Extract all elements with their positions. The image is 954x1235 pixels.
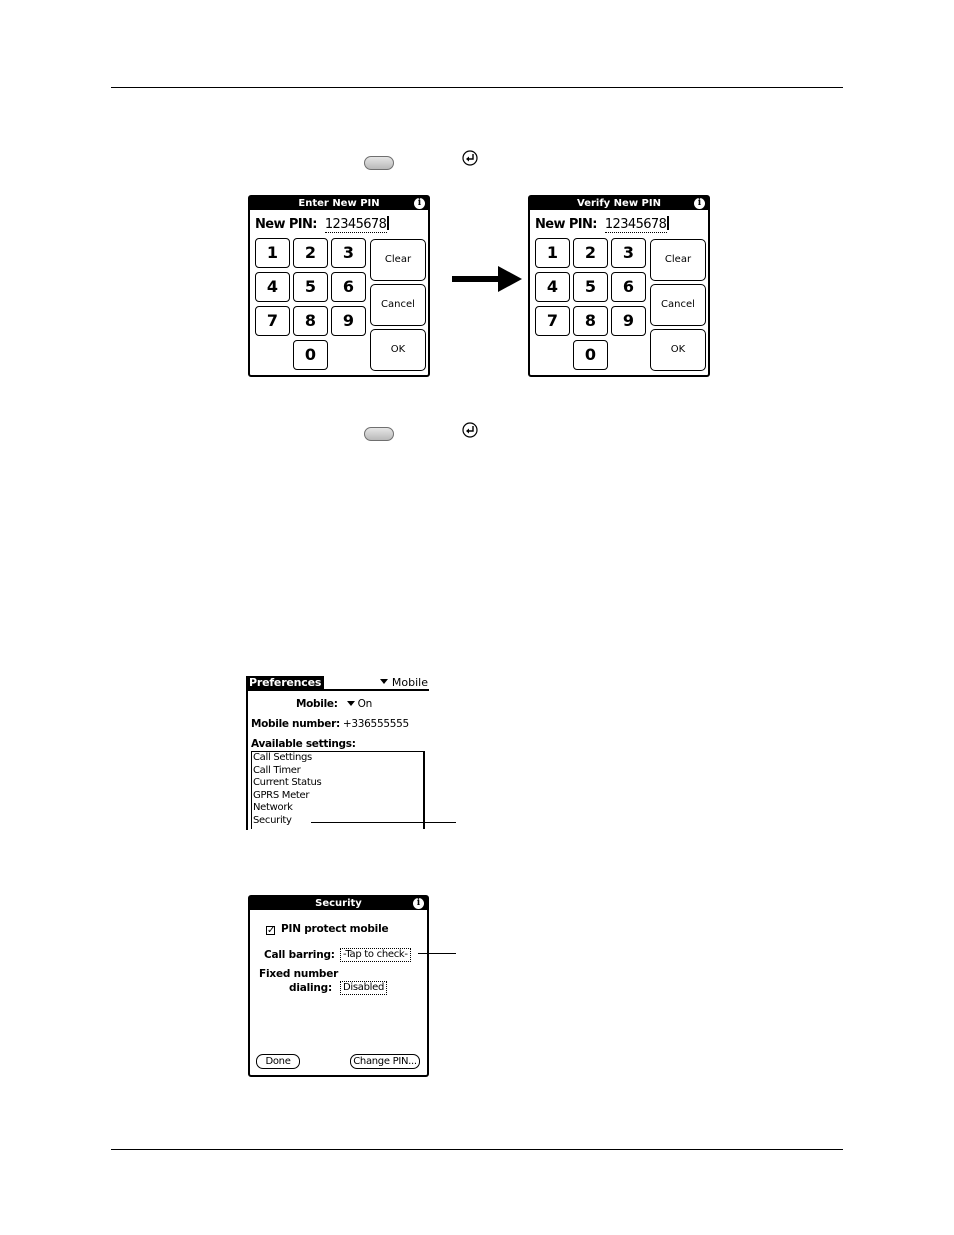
mobile-label: Mobile: xyxy=(296,698,338,710)
mobile-value[interactable]: On xyxy=(357,698,372,710)
list-item[interactable]: Network xyxy=(253,802,293,813)
call-barring-label: Call barring: xyxy=(264,949,335,961)
keypad-3[interactable]: 3 xyxy=(611,238,646,268)
hardware-button-icon xyxy=(364,156,394,170)
preferences-screen xyxy=(246,676,430,830)
list-item[interactable]: GPRS Meter xyxy=(253,789,310,801)
pin-field[interactable] xyxy=(535,216,669,232)
keypad-7[interactable]: 7 xyxy=(535,306,570,336)
keypad-3[interactable]: 3 xyxy=(331,238,366,268)
mobile-row xyxy=(296,698,372,710)
callout-line xyxy=(311,822,456,823)
pin-protect-label: PIN protect mobile xyxy=(281,923,389,935)
info-icon[interactable]: i xyxy=(413,898,424,909)
dropdown-triangle-icon xyxy=(380,679,388,684)
list-scrollbar[interactable] xyxy=(424,751,431,829)
list-item[interactable]: Call Settings xyxy=(253,752,312,763)
dialog-title: Security i xyxy=(250,897,427,910)
screen-edge xyxy=(246,676,248,830)
arrow-right-icon xyxy=(452,264,522,294)
pin-protect-checkbox[interactable] xyxy=(266,926,275,935)
keypad-5[interactable]: 5 xyxy=(573,272,608,302)
done-button[interactable]: Done xyxy=(256,1054,300,1069)
keypad-2[interactable]: 2 xyxy=(573,238,608,268)
keypad-5[interactable]: 5 xyxy=(293,272,328,302)
call-barring-trigger[interactable]: -Tap to check- xyxy=(340,948,411,962)
fixed-dialing-label-line2: dialing: xyxy=(289,982,332,994)
ok-button[interactable]: OK xyxy=(650,329,706,371)
available-settings-label: Available settings: xyxy=(251,738,356,750)
keypad-8[interactable]: 8 xyxy=(293,306,328,336)
cancel-button[interactable]: Cancel xyxy=(650,284,706,326)
footer-rule xyxy=(111,1149,843,1150)
dialog-title: Verify New PIN i xyxy=(530,197,708,210)
clear-button[interactable]: Clear xyxy=(370,239,426,281)
keypad-2[interactable]: 2 xyxy=(293,238,328,268)
info-icon[interactable]: i xyxy=(414,198,425,209)
enter-pin-dialog xyxy=(248,195,430,377)
fixed-dialing-label-line1: Fixed number xyxy=(259,968,339,980)
category-picker[interactable] xyxy=(380,676,428,690)
keypad-6[interactable]: 6 xyxy=(331,272,366,302)
enter-key-icon xyxy=(462,422,478,438)
ok-button[interactable]: OK xyxy=(370,329,426,371)
preferences-tab: Preferences xyxy=(246,676,324,690)
keypad-9[interactable]: 9 xyxy=(611,306,646,336)
keypad-1[interactable]: 1 xyxy=(255,238,290,268)
keypad-0[interactable]: 0 xyxy=(573,340,608,370)
enter-key-icon xyxy=(462,150,478,166)
keypad-0[interactable]: 0 xyxy=(293,340,328,370)
keypad-7[interactable]: 7 xyxy=(255,306,290,336)
hardware-button-icon xyxy=(364,427,394,441)
dropdown-triangle-icon[interactable] xyxy=(347,701,355,706)
pin-value[interactable]: 12345678 xyxy=(604,217,667,232)
dialog-title: Enter New PIN i xyxy=(250,197,428,210)
keypad-9[interactable]: 9 xyxy=(331,306,366,336)
list-item[interactable]: Security xyxy=(253,814,292,826)
change-pin-button[interactable]: Change PIN... xyxy=(350,1054,420,1069)
keypad-8[interactable]: 8 xyxy=(573,306,608,336)
keypad-1[interactable]: 1 xyxy=(535,238,570,268)
mobile-number-row xyxy=(251,718,409,730)
mobile-number-value: +336555555 xyxy=(342,718,409,730)
clear-button[interactable]: Clear xyxy=(650,239,706,281)
keypad-4[interactable]: 4 xyxy=(255,272,290,302)
verify-pin-dialog xyxy=(528,195,710,377)
pin-value[interactable]: 12345678 xyxy=(324,217,387,232)
settings-list xyxy=(251,751,424,829)
keypad-4[interactable]: 4 xyxy=(535,272,570,302)
text-cursor xyxy=(387,216,389,230)
list-item[interactable]: Current Status xyxy=(253,777,322,788)
text-cursor xyxy=(667,216,669,230)
cancel-button[interactable]: Cancel xyxy=(370,284,426,326)
header-rule xyxy=(111,87,843,88)
info-icon[interactable]: i xyxy=(694,198,705,209)
pin-label: New PIN: xyxy=(255,217,317,232)
pin-field[interactable] xyxy=(255,216,389,232)
category-value: Mobile xyxy=(391,676,428,689)
mobile-number-label: Mobile number: xyxy=(251,718,340,730)
callout-line xyxy=(418,953,456,954)
keypad-6[interactable]: 6 xyxy=(611,272,646,302)
fixed-dialing-trigger[interactable]: Disabled xyxy=(340,981,387,995)
list-item[interactable]: Call Timer xyxy=(253,764,301,776)
pin-label: New PIN: xyxy=(535,217,597,232)
checkmark-icon: ✓ xyxy=(267,925,276,936)
security-dialog xyxy=(248,895,429,1077)
